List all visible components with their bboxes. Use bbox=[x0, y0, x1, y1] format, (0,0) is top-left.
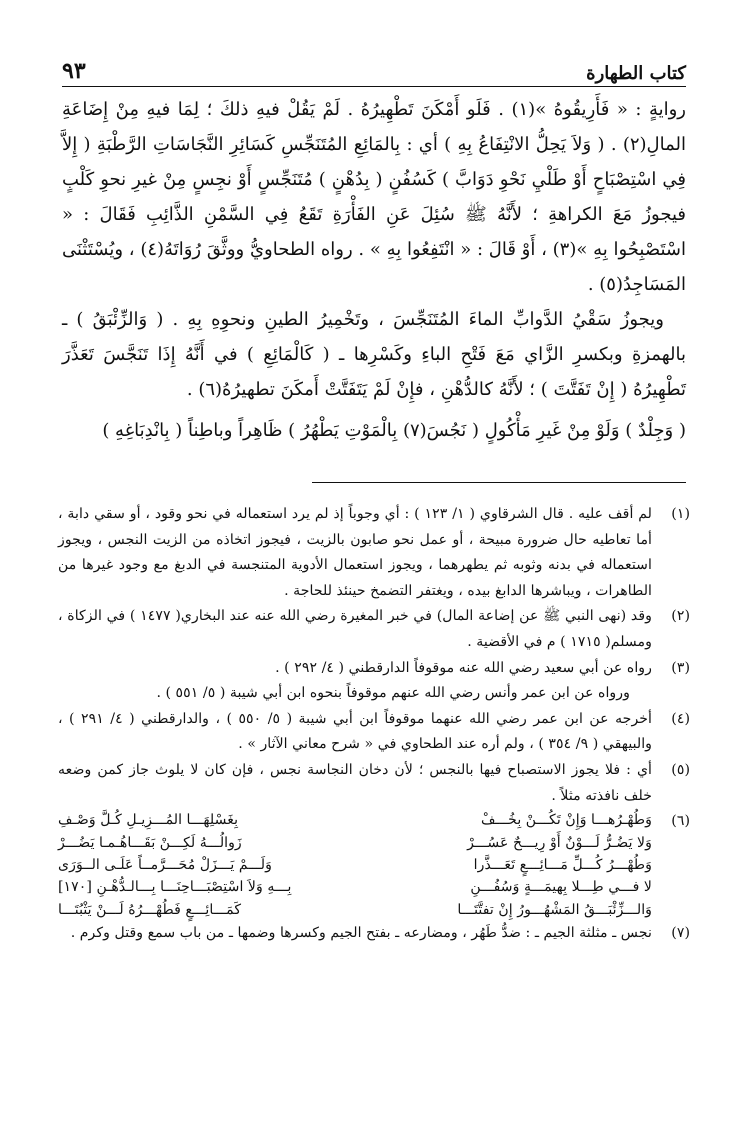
footnote-number: (٧) bbox=[671, 925, 690, 942]
footnote-separator bbox=[312, 482, 686, 483]
main-paragraph: ( وَجِلْدٌ ) وَلَوْ مِنْ غَيرِ مَأْكُولٍ ( نَجُسَ(٧) بِالْمَوْتِ يَطْهُرُ ) ظَاهِراً وباطِناً ( بِانْدِبَاغِهِ ) bbox=[102, 420, 686, 441]
footnote-text: وقد (نهى النبي ﷺ عن إضاعة المال) في خبر المغيرة رضي الله عنه عند البخاري( ١٤٧٧ ) في الزكاة ، ومسلم( ١٧١٥ ) م في الأقضية . bbox=[58, 608, 652, 650]
page-header bbox=[62, 52, 686, 87]
poem-verse bbox=[58, 899, 652, 921]
footnote-text: ورواه عن ابن عمر وأنس رضي الله عنهم موقوفاً بنحوه ابن أبي شيبة ( ٥/ ٥٥١ ) . bbox=[156, 685, 630, 702]
footnote-number: (٢) bbox=[671, 608, 690, 625]
footnote bbox=[58, 604, 690, 655]
footnote-number: (٤) bbox=[671, 710, 690, 727]
footnote-text: نجس ـ مثلثة الجيم ـ : ضدُّ طَهُر ، ومضارعه ـ بفتح الجيم وكسرها وضمها ـ من باب سمع وقتل وكرم . bbox=[70, 925, 652, 942]
footnote-number: (٣) bbox=[671, 659, 690, 676]
main-paragraph: روايةٍ : « فَأَرِيقُوهُ »(١) . فَلَو أَمْكَنَ تَطْهِيرُهُ . لَمْ يَقُلْ فيهِ ذلكَ ؛ لِمَا فيهِ مِنْ إِضَاعَةِ المالِ(٢) . ( وَلاَ يَحِلُّ الانْتِفَاعُ بِهِ ) أي : بِالمَائِعِ المُتَنَجِّسِ كَسَائِرِ النَّجَاسَاتِ الرَّطْبَةِ ( إِلاَّ فِي اسْتِصْبَاحٍ أَوْ طَلْيِ نَحْوِ دَوَابَّ ) كَسُفُنٍ ( بِدُهْنٍ ) مُتَنَجِّسٍ أَوْ نجِسٍ مِنْ غيرِ نحوِ كَلْبٍ فيجوزُ مَعَ الكراهةِ ؛ لأَنَّهُ ﷺ سُئِلَ عَنِ الفَأْرَةِ تَقَعُ فِي السَّمْنِ الذَّائِبِ فَقَالَ : « اسْتَصْبِحُوا بِهِ »(٣) ، أَوْ قَالَ : « انْتَفِعُوا بِهِ » . رواه الطحاويُّ ووثَّقَ رُوَاتَهُ(٤) ، ويُسْتَثْنَى المَسَاجِدُ(٥) . bbox=[62, 99, 687, 295]
poem-verse bbox=[58, 832, 652, 854]
footnote bbox=[58, 707, 690, 758]
poem-hemistich: وَالـــزِّئْبَـــقُ المَشْهُـــورُ إِنْ تفتَّتَـــا bbox=[457, 901, 652, 918]
poem-verse bbox=[58, 809, 652, 831]
footnote bbox=[58, 758, 690, 809]
footnote bbox=[58, 656, 690, 707]
footnote-number: (٦) bbox=[671, 813, 690, 830]
footnote-poem bbox=[58, 809, 690, 921]
poem-hemistich: بِـــهِ وَلاَ اسْتِصْبَـــاحِنَـــا بِـــالـدُّهْـنِ [١٧٠] bbox=[58, 879, 292, 896]
poem-hemistich: كَمَـــائِـــعٍ فَطُهْـــرُهُ لَـــنْ يَثْبُتَـــا bbox=[58, 901, 242, 918]
poem-hemistich: زَوالُـــهُ لَكِـــنْ بَقَـــاهُـمـا يَضُـــرْ bbox=[58, 834, 242, 851]
poem-hemistich: وَلَـــمْ يَـــزَلْ مُحَـــرَّمــاً عَلَـى الــوَرَى bbox=[58, 856, 272, 873]
page-number: ٩٣ bbox=[62, 58, 86, 84]
main-text bbox=[62, 92, 686, 448]
footnote-number: (٥) bbox=[671, 761, 690, 778]
footnote-text: رواه عن أبي سعيد رضي الله عنه موقوفاً الدارقطني ( ٤/ ٢٩٢ ) . bbox=[275, 659, 652, 676]
footnote-text: أي : فلا يجوز الاستصباح فيها بالنجس ؛ لأن دخان النجاسة نجس ، فإن كان لا يلوث جاز كمن وضعه خلف نافذته مثلاً . bbox=[58, 761, 652, 804]
poem-verse bbox=[58, 854, 652, 876]
poem-hemistich: وَلا يَضُـرُّ لَـــوْنٌ أَوْ رِيـــحٌ عَسُـــرْ bbox=[467, 834, 652, 851]
main-paragraph: ويجوزُ سَقْيُ الدَّوابِّ الماءَ المُتَنَجِّسَ ، وتَخْمِيرُ الطينِ ونحوِهِ بِهِ . ( وَالزِّئْبَقُ ) ـ بالهمزةِ وبكسرِ الزَّاي مَعَ فَتْحِ الباءِ وكَسْرِها ـ ( كَالْمَائِعِ ) في أَنَّهُ إِذَا تَنَجَّسَ تَعَذَّرَ تَطْهِيرُهُ ( إِنْ تَفَتَّتَ ) ؛ لأَنَّهُ كالدُّهْنِ ، فإِنْ لَمْ يَتَفَتَّتْ أَمكَنَ تطهيرُهُ(٦) . bbox=[62, 309, 686, 400]
footnote bbox=[58, 502, 690, 604]
poem-hemistich: بِغَسْلِهَـــا المُـــزِيـلِ كُـلَّ وَصْـفِ bbox=[58, 812, 239, 829]
chapter-title: كتاب الطهارة bbox=[586, 63, 686, 84]
footnotes bbox=[58, 502, 690, 947]
poem-verse bbox=[58, 876, 652, 898]
poem-hemistich: لا فـــي طِـــلا بِهيمَـــةٍ وَسُفُـــنِ bbox=[470, 879, 652, 896]
footnote-number: (١) bbox=[671, 506, 690, 522]
footnote-text: لم أقف عليه . قال الشرقاوي ( ١/ ١٢٣ ) : أي وجوباً إذ لم يرد استعماله في نحو وقود ، أو سقي دابة ، أما تعاطيه حال ضرورة مبيحة ، أو عمل نحو صابون بالزيت ، فيجوز اتخاذه من الزيت النجس ، ويجوز استعماله في بدنه وثوبه ثم يطهرهما ، ويجوز استعمال الأدوية المتنجسة في الدبغ مع وجود غيرها من الطاهرات ، ويباشرها الدابغ بيده ، ويغتفر التضمخ حينئذ للحاجة . bbox=[58, 506, 653, 599]
footnote-text: أخرجه عن ابن عمر رضي الله عنهما موقوفاً ابن أبي شيبة ( ٥/ ٥٥٠ ) ، والدارقطني ( ٤/ ٢٩١ ) ، والبيهقي ( ٩/ ٣٥٤ ) ، ولم أره عند الطحاوي في « شرح معاني الآثار » . bbox=[58, 710, 652, 753]
footnote bbox=[58, 921, 690, 947]
poem-hemistich: وَطُهْـرُهـــا وَإِنْ تَكُـــنْ بِخُـــفْ bbox=[481, 812, 652, 829]
poem-hemistich: وَطُهْـــرُ كُـــلِّ مَـــائِـــعٍ تَعَـــذَّرا bbox=[473, 856, 652, 873]
